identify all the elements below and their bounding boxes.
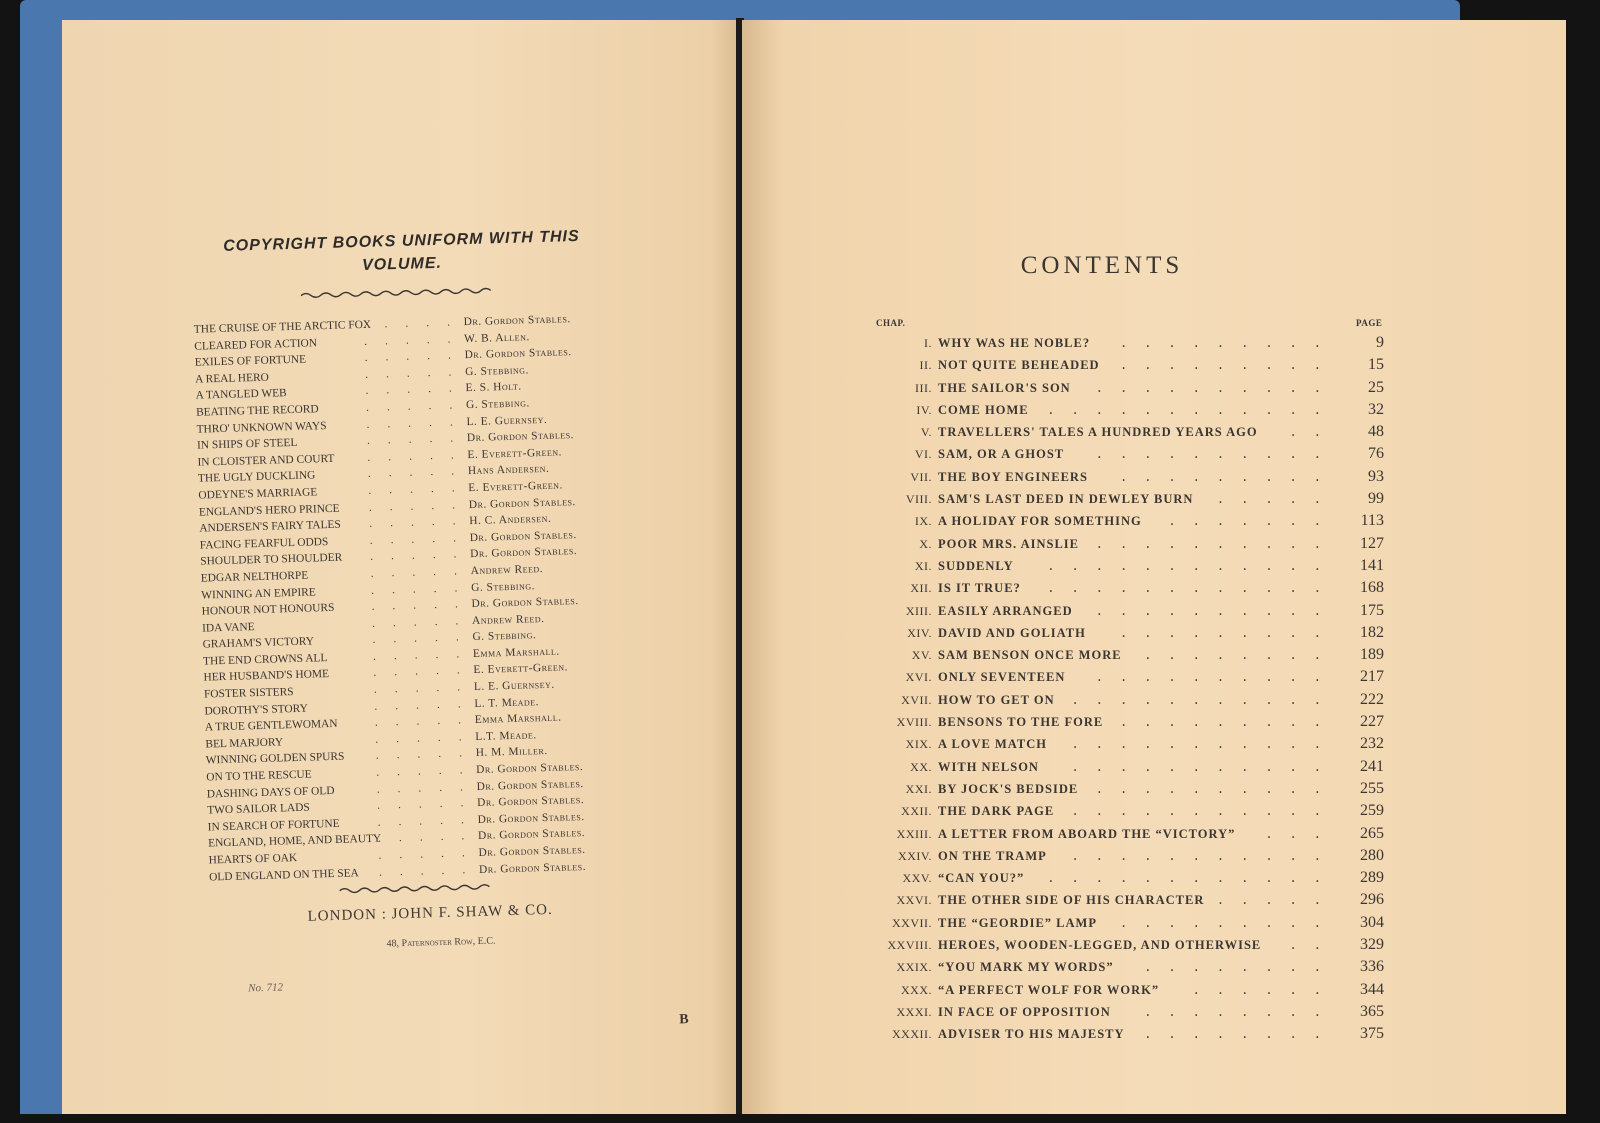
leader-dots: .....: [370, 581, 476, 597]
chapter-number: XXXII.: [892, 1027, 932, 1042]
book-author: E. Everett-Green.: [468, 479, 564, 495]
book-author: L. E. Guernsey.: [473, 678, 555, 694]
leader-dots: .....: [378, 846, 483, 862]
book-author: Dr. Gordon Stables.: [478, 843, 586, 859]
chapter-title: A LETTER FROM ABOARD THE “VICTORY”: [938, 826, 1236, 841]
chapter-page: 175: [1360, 601, 1384, 619]
leader-dots: .....: [369, 515, 474, 530]
contents-row: [854, 443, 1384, 465]
leader-dots: .....: [364, 349, 470, 365]
contents-row: [854, 421, 1384, 443]
chapter-page: 289: [1360, 869, 1384, 887]
chapter-title: ON THE TRAMP: [938, 848, 1047, 863]
leader-dots: .....: [372, 647, 478, 663]
leader-dots: .....: [375, 730, 480, 746]
book-title: HEARTS OF OAK: [208, 852, 298, 867]
leader-dots: ............: [1047, 402, 1338, 417]
book-author: Dr. Gordon Stables.: [470, 545, 578, 561]
chapter-page: 255: [1360, 779, 1384, 797]
contents-row: [854, 600, 1384, 622]
leader-dots: .....: [375, 747, 481, 763]
book-title: ODEYNE'S MARRIAGE: [198, 486, 318, 502]
book-title: DOROTHY'S STORY: [204, 702, 309, 718]
leader-dots: .....: [373, 664, 478, 680]
chapter-number: I.: [924, 336, 932, 350]
chapter-number: XI.: [914, 558, 932, 573]
chapter-number: XXIX.: [896, 960, 932, 975]
leader-dots: ..........: [1095, 380, 1338, 395]
book-title: GRAHAM'S VICTORY: [202, 635, 315, 651]
book-author: Dr. Gordon Stables.: [468, 495, 576, 511]
book-author: Dr. Gordon Stables.: [469, 528, 577, 544]
book-title: BEL MARJORY: [205, 736, 284, 751]
contents-row: [854, 956, 1384, 978]
contents-row: [854, 466, 1384, 488]
leader-dots: .....: [364, 365, 470, 381]
chapter-number: XXXI.: [896, 1004, 932, 1019]
contents-row: [854, 622, 1384, 644]
book-author: Andrew Reed.: [470, 562, 544, 577]
chapter-page: 265: [1360, 824, 1384, 842]
leader-dots: .....: [377, 813, 483, 829]
book-author: Dr. Gordon Stables.: [476, 794, 585, 810]
chapter-number: XXIV.: [898, 848, 932, 863]
chapter-number: III.: [915, 380, 932, 395]
leader-dots: ............: [1047, 871, 1338, 886]
chapter-title: TRAVELLERS' TALES A HUNDRED YEARS AGO: [938, 425, 1258, 440]
contents-row: [854, 689, 1384, 711]
leader-dots: .....: [373, 680, 479, 696]
leader-dots: .....: [376, 780, 482, 796]
wavy-rule-top: [301, 285, 491, 300]
chapter-title: SAM, OR A GHOST: [938, 447, 1065, 462]
book-author: G. Stebbing.: [464, 364, 530, 378]
leader-dots: .....: [377, 797, 482, 812]
leader-dots: .....: [372, 631, 477, 647]
leader-dots: .....: [369, 531, 475, 547]
chapter-number: VII.: [910, 469, 932, 484]
book-title: FACING FEARFUL ODDS: [199, 535, 329, 552]
chapter-title: NOT QUITE BEHEADED: [938, 358, 1100, 373]
chapter-page: 141: [1360, 556, 1384, 574]
book-title: OLD ENGLAND ON THE SEA: [208, 866, 359, 884]
leader-dots: .....: [366, 415, 471, 431]
left-page-content: [45, 11, 751, 1123]
leader-dots: .....: [367, 465, 473, 481]
leader-dots: ...........: [1071, 848, 1338, 863]
chapter-page: 25: [1368, 378, 1384, 396]
leader-dots: .........: [1119, 358, 1338, 373]
leader-dots: .....: [1216, 893, 1338, 908]
chapter-page: 375: [1360, 1025, 1384, 1043]
leader-dots: .....: [368, 498, 474, 514]
chapter-title: ONLY SEVENTEEN: [938, 670, 1066, 685]
chapter-page: 113: [1360, 512, 1384, 530]
leader-dots: .....: [370, 564, 476, 580]
chapter-page: 336: [1360, 958, 1384, 976]
chapter-number: XXV.: [902, 871, 932, 886]
chapter-page: 99: [1368, 490, 1384, 508]
chapter-number: II.: [919, 358, 932, 373]
chapter-number: V.: [920, 425, 932, 440]
book-author: Andrew Reed.: [471, 612, 545, 627]
publisher-imprint: LONDON : JOHN F. SHAW & CO.: [307, 901, 553, 925]
chapter-page: 217: [1360, 668, 1384, 686]
chapter-title: THE OTHER SIDE OF HIS CHARACTER: [938, 893, 1205, 908]
catalog-number: No. 712: [248, 981, 284, 995]
book-title: THE END CROWNS ALL: [202, 651, 328, 668]
contents-list: [854, 332, 1384, 1046]
leader-dots: .....: [1216, 492, 1338, 507]
leader-dots: ..........: [1095, 447, 1338, 462]
contents-row: [854, 644, 1384, 666]
book-author: Dr. Gordon Stables.: [478, 860, 587, 876]
leader-dots: ........: [1144, 1004, 1338, 1019]
chapter-page: 48: [1368, 423, 1384, 441]
chapter-number: XVII.: [901, 692, 932, 707]
chapter-page: 76: [1368, 445, 1384, 463]
contents-row: [854, 1023, 1384, 1045]
signature-mark: B: [679, 1012, 689, 1028]
chapter-title: A HOLIDAY FOR SOMETHING: [938, 514, 1142, 529]
book-author: E. S. Holt.: [465, 380, 522, 395]
chapter-number: XXVI.: [896, 893, 932, 908]
leader-dots: ...........: [1071, 804, 1338, 819]
book-title: THE UGLY DUCKLING: [197, 469, 316, 485]
contents-row: [854, 934, 1384, 956]
leader-dots: ...........: [1071, 692, 1338, 707]
left-page: [62, 20, 738, 1114]
wavy-rule-bottom: [339, 882, 489, 896]
contents-row: [854, 577, 1384, 599]
chapter-title: HOW TO GET ON: [938, 692, 1055, 707]
book-list: [194, 309, 650, 885]
book-title: EXILES OF FORTUNE: [194, 353, 307, 369]
leader-dots: .....: [364, 332, 469, 348]
page-header: PAGE: [1356, 318, 1383, 328]
chapter-title: COME HOME: [938, 402, 1029, 417]
chapter-number: X.: [919, 536, 932, 551]
chapter-title: THE DARK PAGE: [938, 804, 1055, 819]
book-author: Dr. Gordon Stables.: [476, 777, 584, 793]
leader-dots: .....: [368, 481, 473, 497]
chapter-page: 241: [1360, 757, 1384, 775]
leader-dots: ...........: [1071, 759, 1338, 774]
leader-dots: .....: [371, 598, 477, 613]
contents-row: [854, 488, 1384, 510]
leader-dots: .........: [1119, 715, 1338, 730]
contents-row: [854, 399, 1384, 421]
book-author: Dr. Gordon Stables.: [477, 810, 585, 826]
chapter-page: 182: [1360, 623, 1384, 641]
book-title: BEATING THE RECORD: [195, 403, 319, 419]
book-author: E. Everett-Green.: [473, 661, 569, 677]
contents-row: [854, 778, 1384, 800]
chapter-page: 329: [1360, 936, 1384, 954]
book-title: A TRUE GENTLEWOMAN: [204, 718, 338, 734]
chapter-page: 15: [1368, 356, 1384, 374]
chapter-title: WITH NELSON: [938, 759, 1039, 774]
chapter-page: 304: [1360, 913, 1384, 931]
leader-dots: ..........: [1095, 670, 1338, 685]
chapter-title: “A PERFECT WOLF FOR WORK”: [938, 982, 1160, 997]
book-author: Dr. Gordon Stables.: [464, 346, 572, 362]
chapter-page: 9: [1376, 334, 1384, 351]
chapter-number: XXX.: [901, 982, 932, 997]
contents-row: [854, 800, 1384, 822]
chap-header: CHAP.: [876, 318, 906, 328]
book-author: Dr. Gordon Stables.: [471, 595, 579, 611]
chapter-title: “YOU MARK MY WORDS”: [938, 960, 1114, 975]
chapter-number: VI.: [914, 447, 932, 462]
chapter-page: 232: [1360, 735, 1384, 753]
leader-dots: ..........: [1095, 781, 1338, 796]
chapter-page: 344: [1360, 980, 1384, 998]
book-author: G. Stebbing.: [465, 397, 530, 412]
chapter-title: HEROES, WOODEN-LEGGED, AND OTHERWISE: [938, 938, 1262, 953]
leader-dots: ........: [1144, 960, 1338, 975]
chapter-page: 127: [1360, 534, 1384, 552]
chapter-page: 259: [1360, 802, 1384, 820]
leader-dots: ........: [1144, 1027, 1338, 1042]
leader-dots: .....: [366, 432, 472, 448]
book-title: ENGLAND, HOME, AND BEAUTY: [208, 833, 382, 850]
chapter-number: XIII.: [905, 603, 932, 618]
contents-row: [854, 354, 1384, 376]
chapter-number: XXII.: [901, 804, 932, 819]
contents-row: [854, 711, 1384, 733]
chapter-title: A LOVE MATCH: [938, 737, 1047, 752]
book-author: G. Stebbing.: [472, 629, 537, 644]
book-title: TWO SAILOR LADS: [207, 801, 310, 817]
leader-dots: .........: [1119, 625, 1338, 640]
leader-dots: ............: [1047, 558, 1338, 573]
leader-dots: .......: [1168, 514, 1338, 529]
contents-row: [854, 845, 1384, 867]
chapter-number: XIX.: [905, 737, 932, 752]
chapter-number: XXI.: [905, 781, 932, 796]
book-title: FOSTER SISTERS: [203, 686, 294, 701]
book-title: A REAL HERO: [195, 371, 269, 386]
leader-dots: .....: [378, 863, 484, 879]
chapter-title: POOR MRS. AINSLIE: [938, 536, 1079, 551]
book-author: L. E. Guernsey.: [466, 413, 548, 428]
leader-dots: .........: [1119, 336, 1338, 350]
book-author: L.T. Meade.: [475, 729, 537, 743]
book-title: ANDERSEN'S FAIRY TALES: [199, 518, 341, 535]
chapter-page: 189: [1360, 646, 1384, 664]
chapter-title: THE “GEORDIE” LAMP: [938, 915, 1097, 930]
chapter-number: XXVIII.: [887, 938, 932, 953]
ad-title: COPYRIGHT BOOKS UNIFORM WITH THIS VOLUME.: [222, 227, 580, 274]
book-title: DASHING DAYS OF OLD: [206, 784, 335, 801]
book-title: IN SHIPS OF STEEL: [196, 437, 298, 452]
leader-dots: .....: [367, 448, 472, 464]
leader-dots: ..........: [1095, 603, 1338, 618]
chapter-title: IS IT TRUE?: [938, 581, 1021, 596]
leader-dots: .....: [365, 398, 471, 414]
right-page: [742, 20, 1566, 1114]
chapter-number: IX.: [914, 514, 932, 529]
leader-dots: ........: [1144, 648, 1338, 663]
leader-dots: .....: [374, 714, 480, 730]
book-title: WINNING AN EMPIRE: [201, 585, 316, 602]
book-title: WINNING GOLDEN SPURS: [205, 751, 345, 767]
chapter-number: IV.: [916, 402, 932, 417]
contents-row: [854, 979, 1384, 1001]
chapter-title: SAM'S LAST DEED IN DEWLEY BURN: [938, 492, 1194, 507]
book-author: E. Everett-Green.: [467, 446, 563, 461]
leader-dots: ......: [1192, 982, 1338, 997]
book-title: SHOULDER TO SHOULDER: [200, 551, 343, 568]
book-author: Dr. Gordon Stables.: [466, 429, 575, 445]
right-page-content: [742, 20, 1566, 1114]
leader-dots: ..: [1289, 425, 1338, 440]
book-title: CLEARED FOR ACTION: [194, 336, 318, 353]
chapter-title: SUDDENLY: [938, 558, 1014, 573]
contents-row: [854, 733, 1384, 755]
leader-dots: .....: [371, 614, 477, 630]
chapter-page: 222: [1360, 690, 1384, 708]
book-title: ON TO THE RESCUE: [206, 768, 312, 784]
contents-row: [854, 1001, 1384, 1023]
chapter-page: 365: [1360, 1002, 1384, 1020]
chapter-page: 32: [1368, 400, 1384, 418]
contents-row: [854, 756, 1384, 778]
chapter-title: IN FACE OF OPPOSITION: [938, 1004, 1111, 1019]
book-author: Dr. Gordon Stables.: [463, 313, 571, 329]
book-title: IDA VANE: [201, 620, 255, 635]
chapter-title: “CAN YOU?”: [938, 871, 1025, 886]
publisher-address: 48, Paternoster Row, E.C.: [386, 935, 496, 950]
chapter-number: XVIII.: [896, 715, 932, 730]
contents-row: [854, 666, 1384, 688]
leader-dots: .....: [376, 763, 481, 779]
chapter-title: THE SAILOR'S SON: [938, 380, 1071, 395]
leader-dots: .....: [374, 697, 479, 713]
book-title: ENGLAND'S HERO PRINCE: [198, 502, 340, 519]
leader-dots: ..: [1289, 938, 1338, 953]
contents-row: [854, 533, 1384, 555]
book-title: IN SEARCH OF FORTUNE: [207, 817, 340, 834]
chapter-title: BENSONS TO THE FORE: [938, 715, 1104, 730]
book-author: W. B. Allen.: [464, 330, 530, 345]
contents-title: CONTENTS: [1020, 252, 1184, 279]
book-title: HONOUR NOT HONOURS: [201, 601, 335, 618]
leader-dots: ............: [1047, 581, 1338, 596]
book-author: H. C. Andersen.: [469, 512, 552, 528]
contents-row: [854, 912, 1384, 934]
chapter-page: 280: [1360, 846, 1384, 864]
leader-dots: .....: [365, 382, 470, 398]
book-author: Emma Marshall.: [472, 645, 560, 660]
leader-dots: ...: [1265, 826, 1338, 841]
book-title: THRO' UNKNOWN WAYS: [196, 419, 327, 436]
book-title: THE CRUISE OF THE ARCTIC FOX: [193, 318, 372, 336]
leader-dots: .........: [1119, 915, 1338, 930]
book-author: Dr. Gordon Stables.: [477, 827, 586, 843]
leader-dots: .....: [370, 548, 475, 564]
contents-row: [854, 332, 1384, 354]
leader-dots: .........: [1119, 469, 1338, 484]
book-author: Dr. Gordon Stables.: [476, 761, 584, 777]
contents-row: [854, 555, 1384, 577]
chapter-number: XIV.: [907, 625, 932, 640]
chapter-title: SAM BENSON ONCE MORE: [938, 648, 1122, 663]
book-title: HER HUSBAND'S HOME: [203, 668, 330, 685]
chapter-page: 227: [1360, 713, 1384, 731]
chapter-title: THE BOY ENGINEERS: [938, 469, 1088, 484]
chapter-number: XVI.: [905, 670, 932, 685]
chapter-number: XII.: [910, 581, 932, 596]
chapter-title: BY JOCK'S BEDSIDE: [938, 781, 1079, 796]
contents-row: [854, 823, 1384, 845]
leader-dots: ..........: [1095, 536, 1338, 551]
contents-row: [854, 510, 1384, 532]
book-author: G. Stebbing.: [470, 579, 536, 594]
book-author: Emma Marshall.: [474, 711, 562, 727]
chapter-number: XXIII.: [896, 826, 932, 841]
contents-row: [854, 867, 1384, 889]
contents-row: [854, 377, 1384, 399]
book-author: Hans Andersen.: [467, 463, 550, 478]
book-author: L. T. Meade.: [474, 695, 540, 710]
book-author: H. M. Miller.: [475, 745, 548, 760]
chapter-number: XXVII.: [892, 915, 932, 930]
chapter-number: VIII.: [905, 492, 932, 507]
book-title: EDGAR NELTHORPE: [200, 569, 309, 585]
chapter-title: WHY WAS HE NOBLE?: [938, 336, 1091, 350]
chapter-page: 168: [1360, 579, 1384, 597]
book-title: IN CLOISTER AND COURT: [197, 452, 335, 469]
leader-dots: .....: [377, 830, 483, 846]
chapter-title: EASILY ARRANGED: [938, 603, 1073, 618]
chapter-number: XV.: [911, 648, 932, 663]
chapter-number: XX.: [910, 759, 932, 774]
chapter-page: 93: [1368, 467, 1384, 485]
book-title: A TANGLED WEB: [195, 387, 287, 403]
chapter-title: ADVISER TO HIS MAJESTY: [938, 1027, 1125, 1042]
chapter-page: 296: [1360, 891, 1384, 909]
leader-dots: .....: [363, 316, 469, 331]
contents-row: [854, 889, 1384, 911]
leader-dots: ...........: [1071, 737, 1338, 752]
chapter-title: DAVID AND GOLIATH: [938, 625, 1086, 640]
